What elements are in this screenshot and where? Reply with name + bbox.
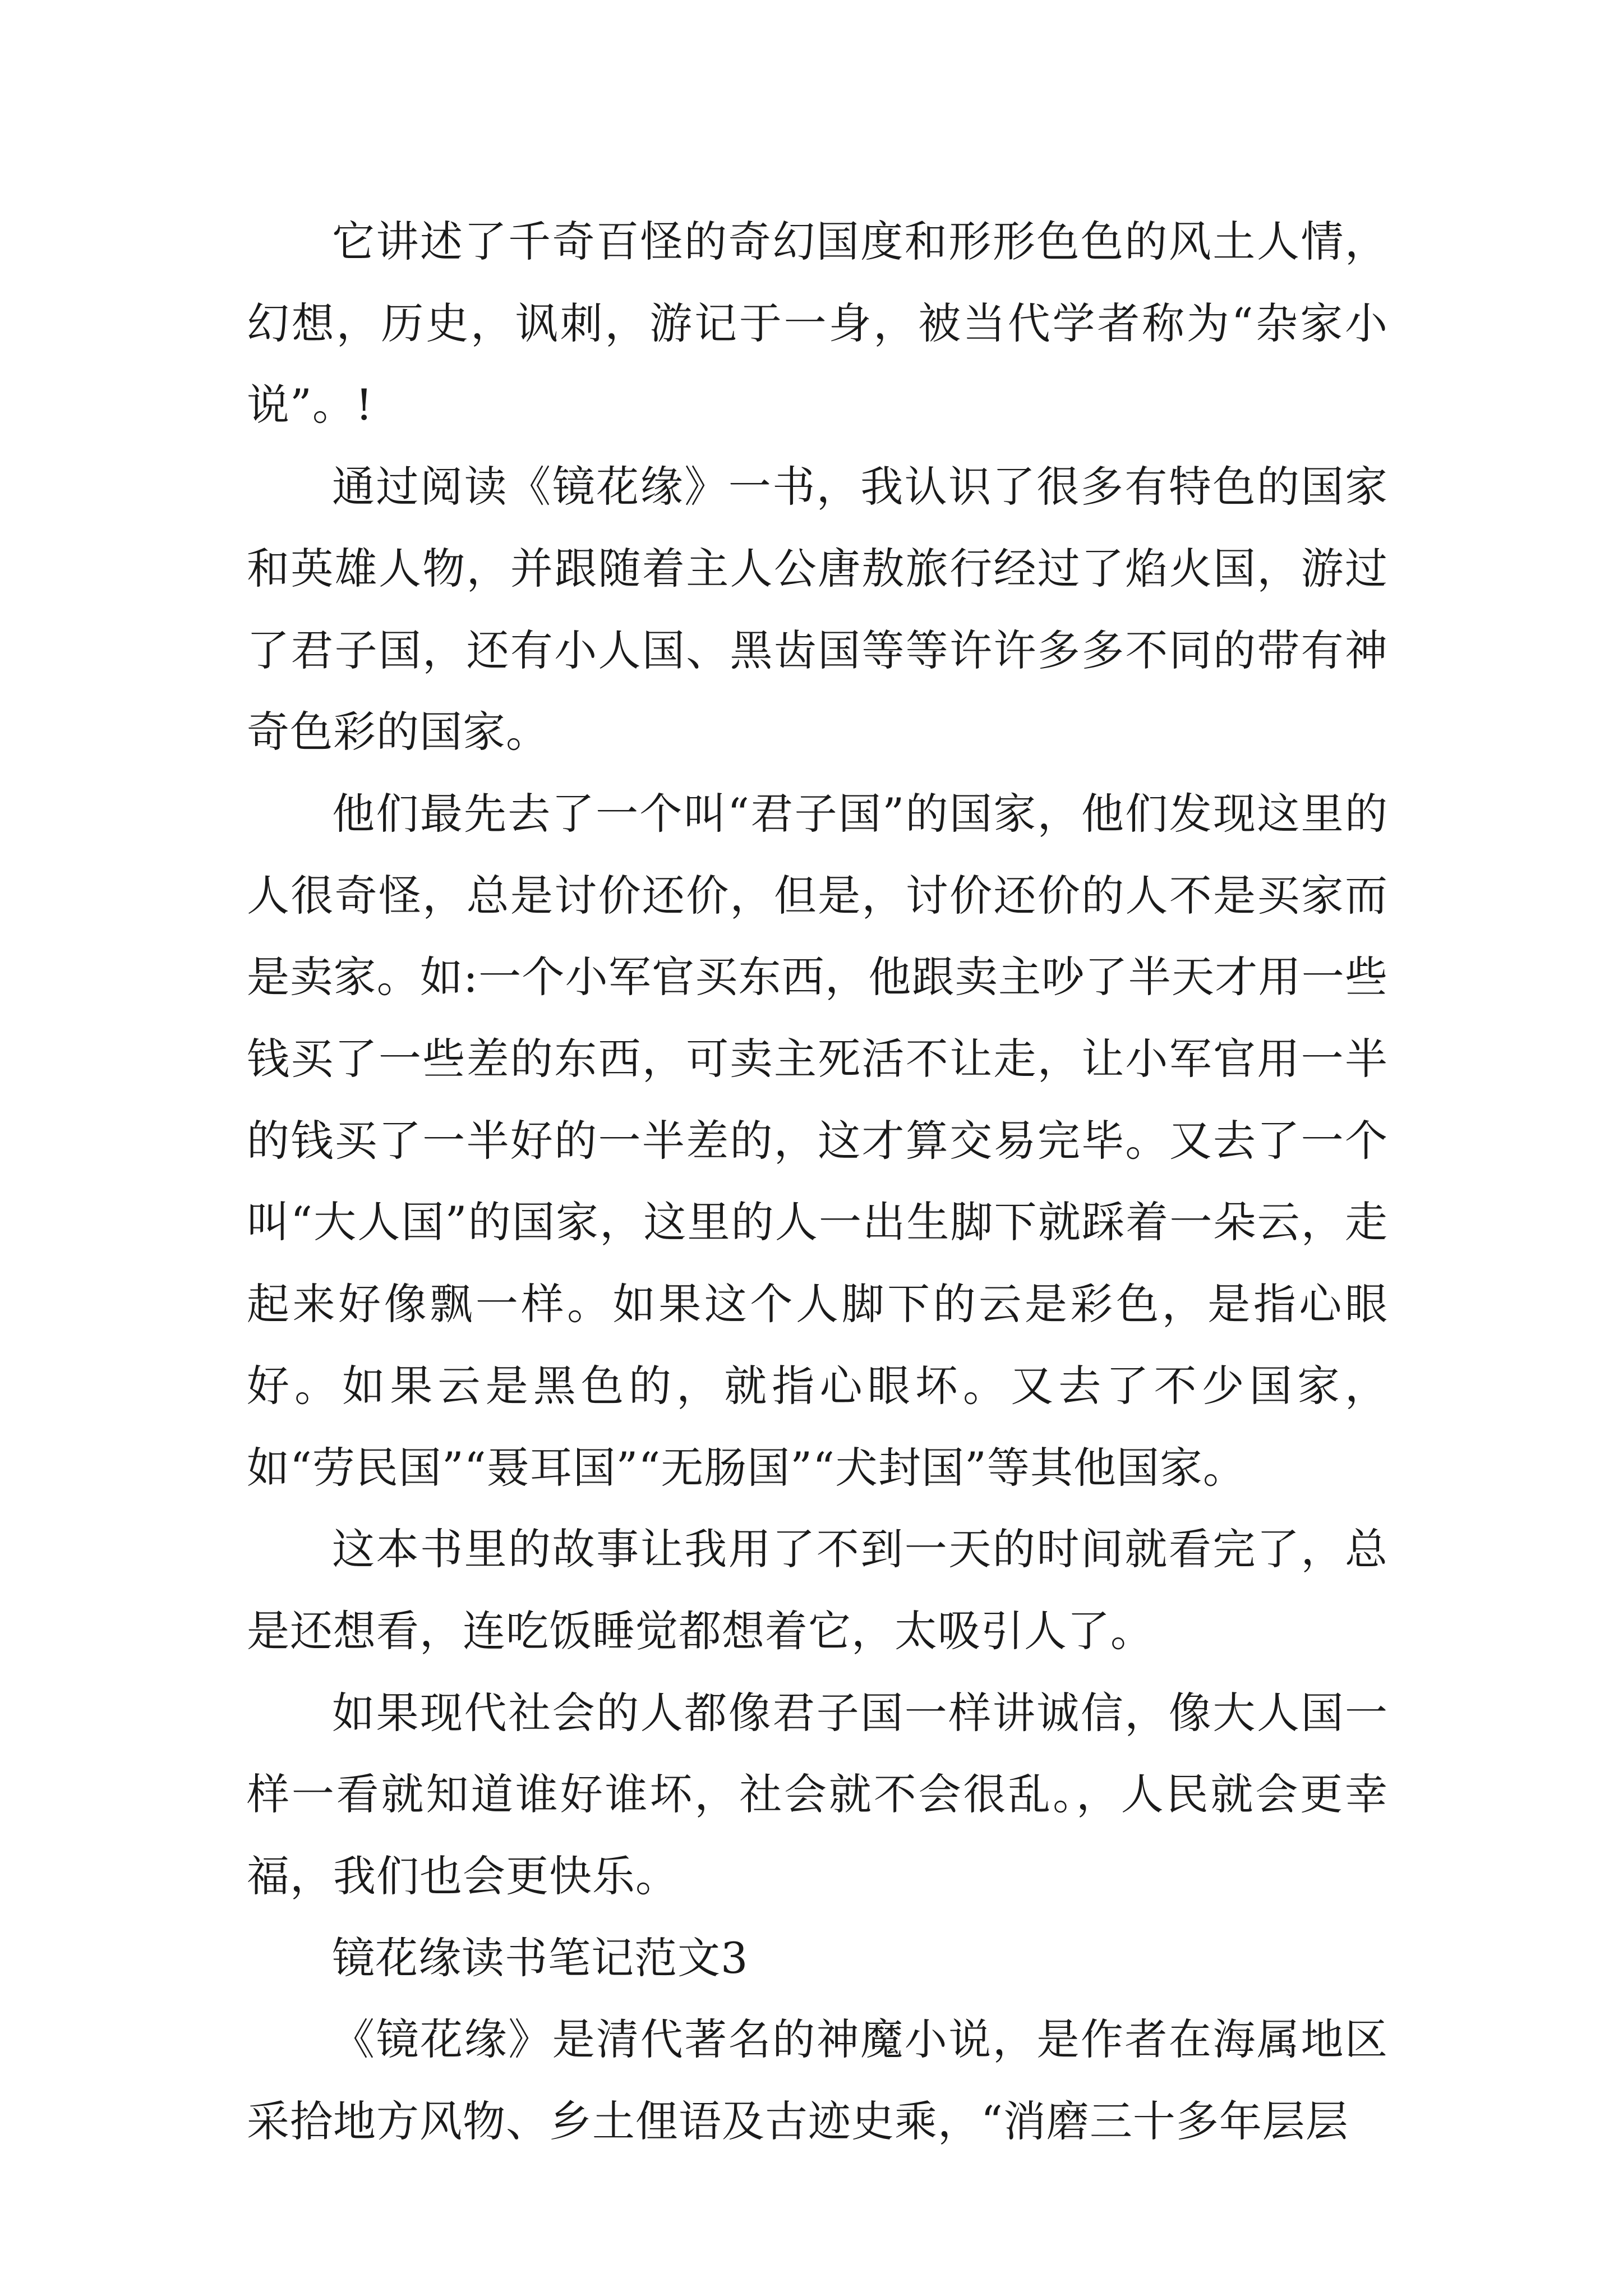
section-heading: 镜花缘读书笔记范文3 — [332, 1932, 749, 1983]
paragraph-countries: 他们最先去了一个叫“君子国”的国家，他们发现这里的人很奇怪，总是讨价还价，但是，讨价还价的人不是买家而是卖家。如:一个小军官买东西，他跟卖主吵了半天才用一些钱买了一些差的东西，可卖主死活不让走，让小军官用一半的钱买了一半好的一半差的，这才算交易完毕。又去了一个叫“大人国”的国家，这里的人一出生脚下就踩着一朵云，走起来好像飘一样。如果这个人脚下的云是彩色，是指心眼好。如果云是黑色的，就指心眼坏。又去了不少国家，如“劳民国”“聂耳国”“无肠国”“犬封国”等其他国家。 — [247, 788, 1388, 1493]
paragraph-section3-start: 《镜花缘》是清代著名的神魔小说，是作者在海属地区采拾地方风物、乡土俚语及古迹史乘，“消磨三十多年层层 — [247, 2014, 1388, 2147]
paragraph-impression: 这本书里的故事让我用了不到一天的时间就看完了，总是还想看，连吃饭睡觉都想着它，太吸引人了。 — [247, 1524, 1388, 1656]
body-text — [247, 201, 1388, 2162]
paragraph-intro: 它讲述了千奇百怪的奇幻国度和形形色色的风土人情，幻想，历史，讽刺，游记于一身，被当代学者称为“杂家小说”。! — [247, 217, 1388, 430]
paragraph-reading: 通过阅读《镜花缘》一书，我认识了很多有特色的国家和英雄人物，并跟随着主人公唐敖旅行经过了焰火国，游过了君子国，还有小人国、黑齿国等等许许多多不同的带有神奇色彩的国家。 — [247, 462, 1388, 757]
paragraph-reflection: 如果现代社会的人都像君子国一样讲诚信，像大人国一样一看就知道谁好谁坏，社会就不会很乱。，人民就会更幸福，我们也会更快乐。 — [247, 1687, 1388, 1902]
